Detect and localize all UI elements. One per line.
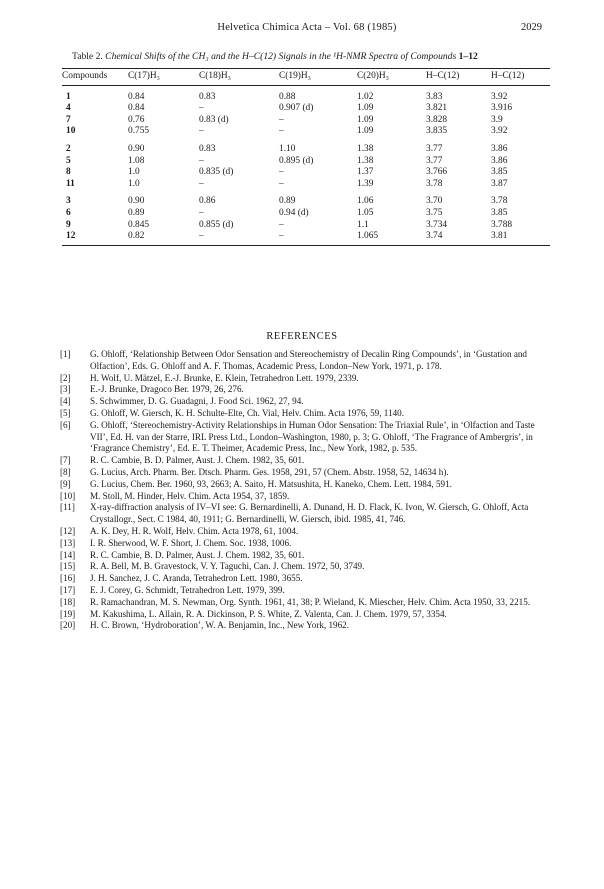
reference-item xyxy=(60,491,550,503)
shift-value: 0.89 xyxy=(279,196,296,207)
compound-number: 12 xyxy=(62,231,128,245)
reference-item xyxy=(60,573,550,585)
shift-value: 0.84 xyxy=(128,103,145,114)
reference-number: [4] xyxy=(60,396,71,407)
shift-value: – xyxy=(279,231,357,245)
shift-value: 0.895 (d) xyxy=(279,155,314,166)
compound-number: 8 xyxy=(66,167,71,178)
reference-item xyxy=(60,550,550,562)
shift-value: 1.37 xyxy=(357,167,374,178)
shift-value: 0.82 xyxy=(128,231,199,245)
shift-value: 3.85 xyxy=(491,167,508,178)
shift-value: 0.89 xyxy=(128,207,145,218)
shift-value: – xyxy=(199,178,204,189)
references-list xyxy=(60,349,550,632)
shift-value: 1.08 xyxy=(128,155,145,166)
shift-value: 1.09 xyxy=(357,114,374,125)
reference-number: [7] xyxy=(60,455,71,466)
table-row xyxy=(62,231,550,245)
chemical-shifts-table xyxy=(62,68,550,246)
shift-value: 3.835 xyxy=(426,126,448,137)
reference-text: G. Ohloff, ‘Relationship Between Odor Sensation and Stereochemistry of Decalin Ring Compounds’, in ‘Gustation and Olfaction’, Eds. G. Ohloff and A. F. Thomas, Academic Press, London–New York, 1971, p. 178. xyxy=(90,349,527,371)
reference-text: R. C. Cambie, B. D. Palmer, Aust. J. Chem. 1982, 35, 601. xyxy=(90,549,305,560)
shift-value: 3.87 xyxy=(491,178,508,189)
shift-value: 1.39 xyxy=(357,178,374,189)
column-header: C(20)H₃ xyxy=(357,69,426,86)
reference-number: [11] xyxy=(60,502,75,513)
reference-text: H. C. Brown, ‘Hydroboration’, W. A. Benjamin, Inc., New York, 1962. xyxy=(90,620,350,631)
column-header: C(17)H₃ xyxy=(128,69,199,86)
reference-number: [20] xyxy=(60,620,76,631)
reference-item xyxy=(60,561,550,573)
table-row xyxy=(62,103,550,115)
reference-item xyxy=(60,467,550,479)
shift-value: 3.85 xyxy=(491,207,508,218)
compound-number: 7 xyxy=(66,114,71,125)
reference-text: S. Schwimmer, D. G. Guadagni, J. Food Sci. 1962, 27, 94. xyxy=(90,396,304,407)
reference-text: R. C. Cambie, B. D. Palmer, Aust. J. Chem. 1982, 35, 601. xyxy=(90,455,305,466)
shift-value: 3.828 xyxy=(426,114,448,125)
reference-item xyxy=(60,479,550,491)
shift-value: 3.86 xyxy=(491,143,508,154)
caption-text: Chemical Shifts of the CH₃ and the H–C(12) Signals in the ¹H-NMR Spectra of Compounds xyxy=(105,51,459,62)
shift-value: 3.77 xyxy=(426,143,443,154)
reference-item xyxy=(60,585,550,597)
compound-number: 4 xyxy=(66,103,71,114)
reference-number: [12] xyxy=(60,525,76,536)
reference-item xyxy=(60,408,550,420)
shift-value: – xyxy=(199,207,204,218)
reference-item xyxy=(60,526,550,538)
table-header-row xyxy=(62,69,550,86)
compound-number: 1 xyxy=(66,91,71,102)
shift-value: 0.845 xyxy=(128,219,150,230)
reference-item xyxy=(60,396,550,408)
shift-value: 3.74 xyxy=(426,231,491,245)
reference-text: H. Wolf, U. Mätzel, E.-J. Brunke, E. Klein, Tetrahedron Lett. 1979, 2339. xyxy=(90,372,359,383)
shift-value: 0.86 xyxy=(199,196,216,207)
shift-value: 0.755 xyxy=(128,126,150,137)
shift-value: 1.06 xyxy=(357,196,374,207)
journal-title: Helvetica Chimica Acta – Vol. 68 (1985) xyxy=(217,22,397,33)
shift-value: 0.90 xyxy=(128,143,145,154)
shift-value: 1.05 xyxy=(357,207,374,218)
reference-text: I. R. Sherwood, W. F. Short, J. Chem. Soc. 1938, 1006. xyxy=(90,537,292,548)
shift-value: 3.766 xyxy=(426,167,448,178)
shift-value: 1.1 xyxy=(357,219,369,230)
shift-value: 0.83 (d) xyxy=(199,114,229,125)
shift-value: 1.09 xyxy=(357,103,374,114)
reference-number: [17] xyxy=(60,584,76,595)
reference-text: A. K. Dey, H. R. Wolf, Helv. Chim. Acta 1978, 61, 1004. xyxy=(90,525,299,536)
compound-number: 3 xyxy=(66,196,71,207)
compound-number: 10 xyxy=(66,126,76,137)
shift-value: 0.84 xyxy=(128,91,145,102)
shift-value: 3.70 xyxy=(426,196,443,207)
shift-value: – xyxy=(279,178,284,189)
reference-number: [19] xyxy=(60,608,76,619)
reference-text: G. Lucius, Arch. Pharm. Ber. Dtsch. Pharm. Ges. 1958, 291, 57 (Chem. Abstr. 1958, 52, 14634 h). xyxy=(90,466,449,477)
reference-number: [10] xyxy=(60,490,76,501)
shift-value: 0.907 (d) xyxy=(279,103,314,114)
reference-number: [2] xyxy=(60,372,71,383)
shift-value: 1.09 xyxy=(357,126,374,137)
shift-value: 3.78 xyxy=(426,178,443,189)
reference-text: G. Ohloff, ‘Stereochemistry-Activity Relationships in Human Odor Sensation: The Triaxial Rule’, in ‘Olfaction and Taste VII’, Ed. H. van der Starre, IRL Press Ltd., London–Washington, 1980, p. 3; G. Ohloff, ‘The Fragrance of Ambergris’, in ‘Fragrance Chemistry’, Ed. E. T. Theimer, Academic Press, Inc., New York, 1982, p. 535. xyxy=(90,419,535,454)
shift-value: 3.916 xyxy=(491,103,513,114)
shift-value: 1.38 xyxy=(357,143,374,154)
reference-number: [13] xyxy=(60,537,76,548)
reference-number: [1] xyxy=(60,349,71,359)
page-number: 2029 xyxy=(521,22,542,33)
shift-value: 3.78 xyxy=(491,196,508,207)
compound-number: 2 xyxy=(66,143,71,154)
reference-text: G. Ohloff, W. Giersch, K. H. Schulte-Elte, Ch. Vial, Helv. Chim. Acta 1976, 59, 1140. xyxy=(90,407,404,418)
shift-value: 0.94 (d) xyxy=(279,207,309,218)
reference-text: M. Kakushima, L. Allain, R. A. Dickinson, P. S. White, Z. Valenta, Can. J. Chem. 1979, 57, 3354. xyxy=(90,608,447,619)
shift-value: – xyxy=(279,219,284,230)
reference-item xyxy=(60,620,550,632)
shift-value: 0.83 xyxy=(199,143,216,154)
reference-text: G. Lucius, Chem. Ber. 1960, 93, 2663; A. Saito, H. Matsushita, H. Kaneko, Chem. Lett. 1984, 591. xyxy=(90,478,452,489)
shift-value: 3.81 xyxy=(491,231,550,245)
compound-number: 9 xyxy=(66,219,71,230)
table-row xyxy=(62,208,550,220)
reference-text: R. Ramachandran, M. S. Newman, Org. Synth. 1961, 41, 38; P. Wieland, K. Miescher, Helv. Chim. Acta 1950, 33, 2215. xyxy=(90,596,531,607)
reference-item xyxy=(60,609,550,621)
table-row xyxy=(62,126,550,138)
reference-item xyxy=(60,420,550,455)
shift-value: 3.75 xyxy=(426,207,443,218)
shift-value: 3.83 xyxy=(426,91,443,102)
reference-text: M. Stoll, M. Hinder, Helv. Chim. Acta 1954, 37, 1859. xyxy=(90,490,290,501)
shift-value: – xyxy=(199,126,204,137)
reference-item xyxy=(60,502,550,526)
shift-value: – xyxy=(199,103,204,114)
shift-value: 0.88 xyxy=(279,91,296,102)
reference-number: [3] xyxy=(60,384,71,395)
compound-number: 6 xyxy=(66,207,71,218)
reference-number: [16] xyxy=(60,573,76,584)
reference-item xyxy=(60,384,550,396)
reference-number: [18] xyxy=(60,596,76,607)
shift-value: 3.821 xyxy=(426,103,448,114)
shift-value: – xyxy=(199,231,279,245)
reference-number: [15] xyxy=(60,561,76,572)
reference-text: X-ray-diffraction analysis of IV–VI see: G. Bernardinelli, A. Dunand, H. D. Flack, K. Ivon, W. Giersch, G. Ohloff, Acta Crystallogr., Sect. C 1984, 40, 1911; G. Bernardinelli, W. Giersch, ibid. 1985, 41, 746. xyxy=(90,502,529,525)
shift-value: 3.92 xyxy=(491,91,508,102)
table-row xyxy=(62,156,550,168)
shift-value: 1.38 xyxy=(357,155,374,166)
shift-value: 1.10 xyxy=(279,143,296,154)
reference-text: E.-J. Brunke, Dragoco Ber. 1979, 26, 276. xyxy=(90,384,244,395)
reference-item xyxy=(60,373,550,385)
column-header: Compounds xyxy=(62,69,128,86)
column-header: C(18)H₃ xyxy=(199,69,279,86)
shift-value: 0.90 xyxy=(128,196,145,207)
table-row xyxy=(62,115,550,127)
running-header xyxy=(72,22,542,36)
reference-item xyxy=(60,455,550,467)
reference-number: [5] xyxy=(60,407,71,418)
reference-item xyxy=(60,538,550,550)
shift-value: 1.065 xyxy=(357,231,426,245)
table-row xyxy=(62,190,550,208)
shift-value: 1.0 xyxy=(128,178,140,189)
shift-value: 0.83 xyxy=(199,91,216,102)
table-row xyxy=(62,179,550,191)
reference-number: [9] xyxy=(60,478,71,489)
compound-number: 5 xyxy=(66,155,71,166)
table-caption xyxy=(72,51,552,62)
shift-value: – xyxy=(279,167,284,178)
shift-value: – xyxy=(279,114,284,125)
shift-value: 3.788 xyxy=(491,219,513,230)
shift-value: 0.835 (d) xyxy=(199,167,234,178)
shift-value: 3.86 xyxy=(491,155,508,166)
caption-prefix: Table 2. xyxy=(72,51,106,62)
shift-value: 3.734 xyxy=(426,219,448,230)
shift-value: 3.92 xyxy=(491,126,508,137)
shift-value: 0.855 (d) xyxy=(199,219,234,230)
shift-value: 3.9 xyxy=(491,114,503,125)
shift-value: – xyxy=(199,155,204,166)
reference-number: [8] xyxy=(60,466,71,477)
column-header: H–C(12) xyxy=(491,69,550,86)
column-header: H–C(12) xyxy=(426,69,491,86)
reference-item xyxy=(60,597,550,609)
reference-text: J. H. Sanchez, J. C. Aranda, Tetrahedron Lett. 1980, 3655. xyxy=(90,573,303,584)
compound-number: 11 xyxy=(66,178,75,189)
reference-text: R. A. Bell, M. B. Gravestock, V. Y. Taguchi, Can. J. Chem. 1972, 50, 3749. xyxy=(90,561,365,572)
reference-item xyxy=(60,349,550,373)
table-row xyxy=(62,85,550,103)
shift-value: 3.77 xyxy=(426,155,443,166)
references-heading: REFERENCES xyxy=(266,331,338,342)
shift-value: – xyxy=(279,126,284,137)
column-header: C(19)H₃ xyxy=(279,69,357,86)
reference-number: [6] xyxy=(60,419,71,430)
table-row xyxy=(62,167,550,179)
reference-number: [14] xyxy=(60,549,76,560)
table-row xyxy=(62,220,550,232)
shift-value: 1.02 xyxy=(357,91,374,102)
shift-value: 1.0 xyxy=(128,167,140,178)
table-row xyxy=(62,138,550,156)
caption-compounds: 1–12 xyxy=(458,51,478,62)
shift-value: 0.76 xyxy=(128,114,145,125)
reference-text: E. J. Corey, G. Schmidt, Tetrahedron Lett. 1979, 399. xyxy=(90,584,285,595)
